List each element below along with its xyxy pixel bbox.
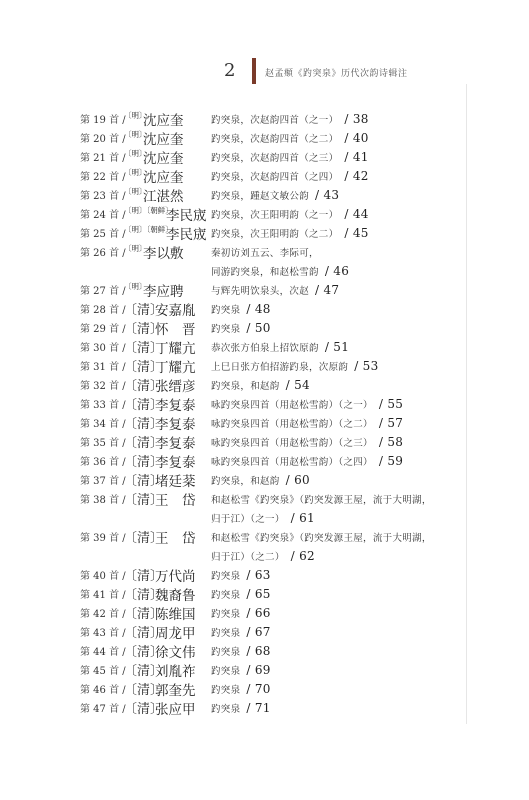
poet-name: 安嘉胤 xyxy=(155,303,196,319)
page-ref: / 55 xyxy=(378,397,404,411)
poem-number: 第 43 首 / xyxy=(80,628,126,639)
page-ref: / 48 xyxy=(246,302,271,316)
poem-number: 第 37 首 / xyxy=(80,476,126,487)
poem-title-text: 趵突泉，次赵韵四首（之一） xyxy=(211,115,339,126)
page-ref: / 53 xyxy=(354,359,379,373)
poem-number: 第 28 首 / xyxy=(80,305,126,316)
poem-title xyxy=(211,150,369,164)
poet-name: 郭奎先 xyxy=(155,683,196,699)
dynasty-label: 〔清〕 xyxy=(124,645,164,660)
poem-title xyxy=(211,682,271,696)
toc-entry[interactable] xyxy=(80,355,465,374)
page-number: 2 xyxy=(224,60,236,81)
dynasty-label: 〔清〕 xyxy=(124,588,164,603)
toc-entry[interactable] xyxy=(80,602,465,621)
poet-name: 王 岱 xyxy=(155,493,196,509)
poem-title xyxy=(211,226,369,240)
poem-title-text: 同游趵突泉，和赵松雪韵 xyxy=(211,267,319,278)
toc-entry[interactable] xyxy=(80,146,465,165)
poem-title xyxy=(211,663,271,677)
page-ref: / 62 xyxy=(290,549,315,563)
page-ref: / 51 xyxy=(324,340,350,354)
poem-number: 第 19 首 / xyxy=(80,115,126,126)
dynasty-label: 〔明〕 xyxy=(124,130,147,139)
poem-title xyxy=(211,454,403,468)
page-ref: / 45 xyxy=(344,226,369,240)
poem-title xyxy=(211,207,369,221)
poem-title xyxy=(211,321,271,335)
dynasty-label: 〔明〕 xyxy=(124,111,147,120)
poem-title-text: 趵突泉，次赵韵四首（之三） xyxy=(211,153,339,164)
poem-number: 第 20 首 / xyxy=(80,134,126,145)
toc-entry[interactable] xyxy=(80,127,465,146)
poem-number: 第 22 首 / xyxy=(80,172,126,183)
poem-title-continued xyxy=(211,511,315,525)
poem-title xyxy=(211,625,271,639)
poem-number: 第 34 首 / xyxy=(80,419,126,430)
poem-number: 第 36 首 / xyxy=(80,457,126,468)
poet-name: 沈应奎 xyxy=(143,151,184,167)
poem-title-text: 趵突泉，和赵韵 xyxy=(211,476,280,487)
dynasty-label: 〔清〕 xyxy=(124,607,164,622)
dynasty-label: 〔清〕 xyxy=(124,664,164,679)
toc-entry[interactable] xyxy=(80,298,465,317)
toc-entry[interactable] xyxy=(80,279,465,298)
poet-name: 丁耀亢 xyxy=(155,360,196,376)
poem-title-text: 趵突泉 xyxy=(211,609,241,620)
poet-name: 张应甲 xyxy=(155,702,196,718)
poem-number: 第 26 首 / xyxy=(80,248,126,259)
poem-title xyxy=(211,245,319,259)
page-ref: / 57 xyxy=(378,416,404,430)
poem-number: 第 40 首 / xyxy=(80,571,126,582)
page-ref: / 38 xyxy=(344,112,369,126)
poem-title xyxy=(211,283,339,297)
page-ref: / 68 xyxy=(246,644,271,658)
dynasty-label: 〔清〕 xyxy=(124,626,164,641)
page-ref: / 60 xyxy=(285,473,310,487)
toc-entry[interactable] xyxy=(80,450,465,469)
poem-title xyxy=(211,587,271,601)
poet-name: 江湛然 xyxy=(143,189,184,205)
poem-title xyxy=(211,359,379,373)
toc-entry[interactable] xyxy=(80,583,465,602)
toc-entry[interactable] xyxy=(80,431,465,450)
page-ref: / 44 xyxy=(344,207,369,221)
poem-number: 第 21 首 / xyxy=(80,153,126,164)
poem-title xyxy=(211,568,271,582)
poet-name: 徐文伟 xyxy=(155,645,196,661)
poet-name: 周龙甲 xyxy=(155,626,196,642)
toc-entry[interactable] xyxy=(80,393,465,412)
poem-title xyxy=(211,473,310,487)
poem-title-text: 咏趵突泉四首（用赵松雪韵）（之一） xyxy=(211,400,373,411)
poem-title-text: 趵突泉 xyxy=(211,704,241,715)
poem-title xyxy=(211,378,310,392)
poet-name: 李复泰 xyxy=(155,436,196,452)
toc-entry[interactable] xyxy=(80,469,465,488)
poem-number: 第 39 首 / xyxy=(80,533,126,544)
poet-name: 堵廷棻 xyxy=(155,474,196,490)
poem-title xyxy=(211,302,271,316)
poem-title xyxy=(211,644,271,658)
dynasty-label: 〔清〕 xyxy=(124,398,164,413)
poem-number: 第 29 首 / xyxy=(80,324,126,335)
toc-entry[interactable] xyxy=(80,564,465,583)
dynasty-label: 〔明〕 xyxy=(124,168,147,177)
running-title: 赵孟頫《趵突泉》历代次韵诗辑注 xyxy=(265,69,408,79)
poem-title-continued xyxy=(211,264,349,278)
toc-entry[interactable] xyxy=(80,412,465,431)
poem-title-text: 趵突泉 xyxy=(211,647,241,658)
poet-name: 王 岱 xyxy=(155,531,196,547)
poet-name: 怀 晋 xyxy=(155,322,196,338)
margin-rule xyxy=(466,84,467,724)
dynasty-label: 〔清〕 xyxy=(124,702,164,717)
poet-name: 李应聘 xyxy=(143,284,184,300)
toc-entry[interactable] xyxy=(80,203,465,222)
page-ref: / 41 xyxy=(344,150,369,164)
poem-title-text: 上巳日张方伯招游趵泉，次原韵 xyxy=(211,362,349,373)
dynasty-label: 〔清〕 xyxy=(124,569,164,584)
poem-number: 第 45 首 / xyxy=(80,666,126,677)
poem-number: 第 31 首 / xyxy=(80,362,126,373)
poem-title xyxy=(211,435,403,449)
page-ref: / 50 xyxy=(246,321,271,335)
poem-title-text: 咏趵突泉四首（用赵松雪韵）（之四） xyxy=(211,457,373,468)
page-ref: / 59 xyxy=(378,454,404,468)
poem-title-text: 恭次张方伯泉上招饮原韵 xyxy=(211,343,319,354)
dynasty-label: 〔明〕 xyxy=(124,187,147,196)
poet-name: 沈应奎 xyxy=(143,132,184,148)
poem-number: 第 33 首 / xyxy=(80,400,126,411)
poem-title-text: 趵突泉 xyxy=(211,305,241,316)
poem-title xyxy=(211,397,403,411)
dynasty-label: 〔清〕 xyxy=(124,417,164,432)
poet-name: 沈应奎 xyxy=(143,170,184,186)
poem-title xyxy=(211,112,369,126)
page-ref: / 65 xyxy=(246,587,271,601)
page-ref: / 42 xyxy=(344,169,369,183)
poem-number: 第 27 首 / xyxy=(80,286,126,297)
dynasty-label: 〔明〕〔朝鲜〕 xyxy=(124,206,173,215)
toc-entry[interactable] xyxy=(80,659,465,678)
dynasty-label: 〔清〕 xyxy=(124,379,164,394)
toc-entry[interactable] xyxy=(80,222,465,241)
page-ref: / 47 xyxy=(315,283,340,297)
toc-entry[interactable] xyxy=(80,108,465,127)
toc-entry[interactable] xyxy=(80,241,465,279)
poem-title xyxy=(211,701,271,715)
poem-title xyxy=(211,492,432,506)
dynasty-label: 〔清〕 xyxy=(124,360,164,375)
toc-entry[interactable] xyxy=(80,184,465,203)
poem-number: 第 24 首 / xyxy=(80,210,126,221)
poem-title xyxy=(211,606,271,620)
poem-title-text: 趵突泉 xyxy=(211,666,241,677)
poet-name: 李复泰 xyxy=(155,398,196,414)
poem-title xyxy=(211,169,369,183)
poem-title-text: 趵突泉 xyxy=(211,324,241,335)
poem-number: 第 25 首 / xyxy=(80,229,126,240)
poem-title-text: 归于江）（之二） xyxy=(211,552,285,563)
poet-name: 万代尚 xyxy=(155,569,196,585)
toc-entry[interactable] xyxy=(80,317,465,336)
poem-title-text: 趵突泉 xyxy=(211,571,241,582)
poem-number: 第 41 首 / xyxy=(80,590,126,601)
table-of-contents xyxy=(80,108,465,716)
page-ref: / 67 xyxy=(246,625,271,639)
toc-entry[interactable] xyxy=(80,165,465,184)
header-accent-bar xyxy=(252,58,256,84)
toc-entry[interactable] xyxy=(80,374,465,393)
poem-title-text: 和赵松雪《趵突泉》（趵突发源王屋，流于大明湖， xyxy=(211,533,432,544)
poem-title-text: 咏趵突泉四首（用赵松雪韵）（之三） xyxy=(211,438,373,449)
poem-number: 第 32 首 / xyxy=(80,381,126,392)
toc-entry[interactable] xyxy=(80,678,465,697)
page-ref: / 66 xyxy=(246,606,271,620)
poem-number: 第 23 首 / xyxy=(80,191,126,202)
poem-number: 第 38 首 / xyxy=(80,495,126,506)
poem-number: 第 35 首 / xyxy=(80,438,126,449)
dynasty-label: 〔清〕 xyxy=(124,683,164,698)
poem-number: 第 44 首 / xyxy=(80,647,126,658)
poem-number: 第 47 首 / xyxy=(80,704,126,715)
page-ref: / 63 xyxy=(246,568,271,582)
dynasty-label: 〔清〕 xyxy=(124,322,164,337)
poem-title-text: 趵突泉，次王阳明韵（之二） xyxy=(211,229,339,240)
poem-title-text: 趵突泉 xyxy=(211,685,241,696)
poem-title-text: 趵突泉 xyxy=(211,628,241,639)
toc-entry[interactable] xyxy=(80,697,465,716)
poet-name: 魏裔鲁 xyxy=(155,588,196,604)
poet-name: 沈应奎 xyxy=(143,113,184,129)
poem-title xyxy=(211,530,432,544)
poem-title-text: 趵突泉，次赵韵四首（之二） xyxy=(211,134,339,145)
page-ref: / 71 xyxy=(246,701,271,715)
poet-name: 张缙彦 xyxy=(155,379,196,395)
poet-name: 刘胤祚 xyxy=(155,664,196,680)
poem-number: 第 46 首 / xyxy=(80,685,126,696)
dynasty-label: 〔明〕 xyxy=(124,282,147,291)
page-ref: / 70 xyxy=(246,682,271,696)
page-ref: / 40 xyxy=(344,131,369,145)
poet-name: 李民宬 xyxy=(166,227,207,243)
page-ref: / 69 xyxy=(246,663,271,677)
toc-entry[interactable] xyxy=(80,621,465,640)
poem-title-text: 趵突泉 xyxy=(211,590,241,601)
dynasty-label: 〔清〕 xyxy=(124,455,164,470)
toc-entry[interactable] xyxy=(80,526,465,564)
poem-title-text: 趵突泉，踵赵文敏公韵 xyxy=(211,191,310,202)
poem-title xyxy=(211,340,349,354)
dynasty-label: 〔清〕 xyxy=(124,531,164,546)
page-ref: / 54 xyxy=(285,378,310,392)
poem-title-text: 与辉先明饮泉头，次赵 xyxy=(211,286,310,297)
poem-title xyxy=(211,188,339,202)
poem-title-text: 咏趵突泉四首（用赵松雪韵）（之二） xyxy=(211,419,373,430)
page-ref: / 58 xyxy=(378,435,404,449)
dynasty-label: 〔清〕 xyxy=(124,474,164,489)
poem-title-text: 归于江）（之一） xyxy=(211,514,285,525)
poet-name: 丁耀亢 xyxy=(155,341,196,357)
poem-title-text: 趵突泉，次赵韵四首（之四） xyxy=(211,172,339,183)
poem-title xyxy=(211,131,369,145)
toc-entry[interactable] xyxy=(80,640,465,659)
poet-name: 陈维国 xyxy=(155,607,196,623)
dynasty-label: 〔明〕 xyxy=(124,149,147,158)
dynasty-label: 〔明〕〔朝鲜〕 xyxy=(124,225,173,234)
page-ref: / 46 xyxy=(324,264,350,278)
dynasty-label: 〔清〕 xyxy=(124,303,164,318)
dynasty-label: 〔清〕 xyxy=(124,436,164,451)
dynasty-label: 〔清〕 xyxy=(124,341,164,356)
poem-title-text: 趵突泉，和赵韵 xyxy=(211,381,280,392)
poet-name: 李民宬 xyxy=(166,208,207,224)
dynasty-label: 〔明〕 xyxy=(124,244,147,253)
toc-entry[interactable] xyxy=(80,488,465,526)
page-ref: / 61 xyxy=(290,511,315,525)
poem-number: 第 42 首 / xyxy=(80,609,126,620)
poem-number: 第 30 首 / xyxy=(80,343,126,354)
poem-title xyxy=(211,416,403,430)
poet-name: 李复泰 xyxy=(155,455,196,471)
poet-name: 李以敷 xyxy=(143,246,184,262)
poem-title-text: 趵突泉，次王阳明韵（之一） xyxy=(211,210,339,221)
poem-title-text: 和赵松雪《趵突泉》（趵突发源王屋，流于大明湖， xyxy=(211,495,432,506)
dynasty-label: 〔清〕 xyxy=(124,493,164,508)
page-ref: / 43 xyxy=(315,188,340,202)
poem-title-continued xyxy=(211,549,315,563)
poem-title-text: 秦初访刘五云、李际可， xyxy=(211,248,319,259)
toc-entry[interactable] xyxy=(80,336,465,355)
poet-name: 李复泰 xyxy=(155,417,196,433)
